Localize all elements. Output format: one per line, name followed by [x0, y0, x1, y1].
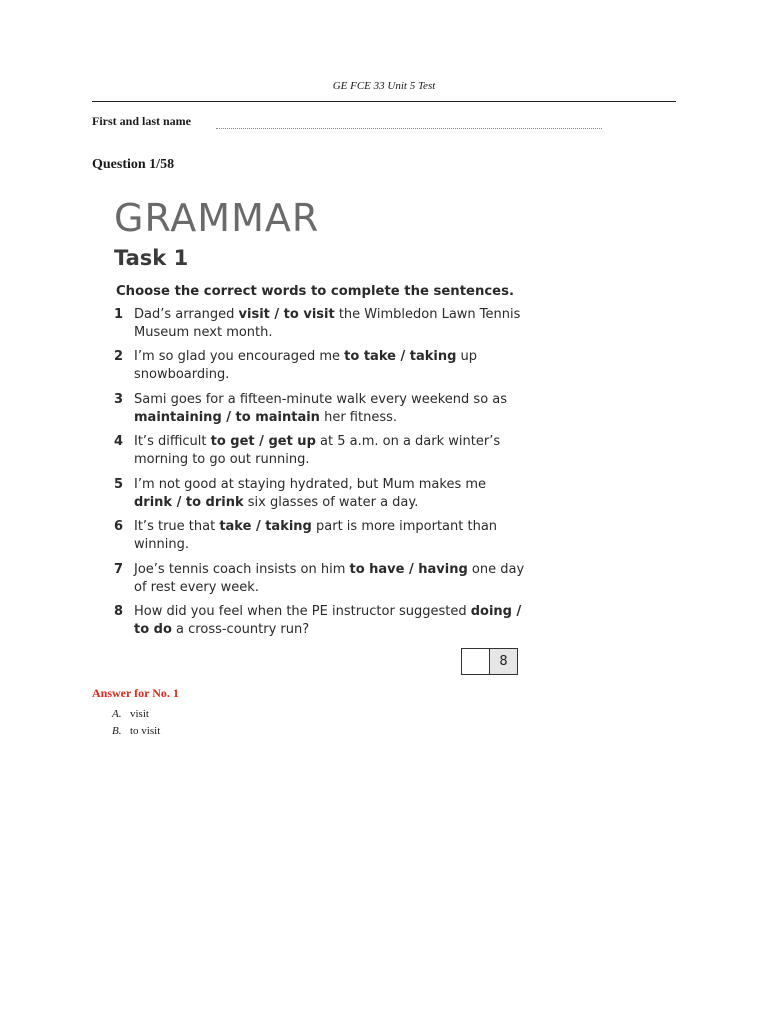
task-instruction: Choose the correct words to complete the sentences. [116, 284, 514, 299]
answer-choices[interactable]: visit / to visit [238, 307, 335, 322]
option-letter: A. [112, 708, 122, 720]
option-letter: B. [112, 725, 122, 737]
option-text: to visit [130, 725, 161, 737]
item-line [134, 494, 534, 512]
answer-choices[interactable]: drink / to drink [134, 494, 244, 510]
score-entry[interactable] [462, 649, 490, 674]
item-line [134, 603, 534, 621]
sentence-text: the Wimbledon Lawn Tennis [334, 307, 521, 322]
item-line [134, 409, 534, 427]
sentence-text: her fitness. [319, 409, 398, 425]
answer-choices[interactable]: maintaining / to maintain [134, 409, 320, 425]
item-text [134, 433, 534, 468]
exercise-item-7 [114, 561, 534, 596]
item-number: 1 [114, 307, 124, 322]
item-line [134, 306, 534, 324]
exercise-item-4 [114, 433, 534, 468]
score-total: 8 [490, 649, 517, 674]
sentence-text: winning. [134, 536, 189, 552]
sentence-text: How did you feel when the PE instructor suggested [134, 604, 471, 619]
item-line [134, 366, 534, 384]
exercise-item-2 [114, 348, 534, 383]
answer-heading: Answer for No. 1 [92, 686, 179, 700]
sentence-text: snowboarding. [134, 366, 230, 382]
item-text [134, 391, 534, 426]
sentence-text: a cross-country run? [171, 621, 310, 637]
item-number: 8 [114, 604, 124, 619]
section-heading: GRAMMAR [114, 196, 320, 240]
document-title: GE FCE 33 Unit 5 Test [332, 80, 436, 92]
name-field-line[interactable] [216, 128, 602, 129]
item-number: 6 [114, 519, 124, 534]
item-number: 5 [114, 477, 124, 492]
sentence-text: I’m so glad you encouraged me [134, 349, 345, 364]
item-text [134, 348, 534, 383]
item-line [134, 324, 534, 342]
item-line [134, 518, 534, 536]
exercise-item-5 [114, 476, 534, 511]
item-number: 3 [114, 392, 124, 407]
header-divider [92, 101, 676, 102]
sentence-text: one day [467, 562, 525, 577]
answer-choices[interactable]: take / taking [219, 519, 312, 534]
sentence-text: Joe’s tennis coach insists on him [134, 562, 350, 577]
sentence-text: Museum next month. [134, 324, 273, 340]
item-line [134, 391, 534, 409]
answer-choices[interactable]: to get / get up [210, 434, 316, 449]
item-line [134, 579, 534, 597]
item-line [134, 348, 534, 366]
sentence-text: six glasses of water a day. [243, 494, 419, 510]
exercise-item-1 [114, 306, 534, 341]
item-number: 7 [114, 562, 124, 577]
question-counter: Question 1/58 [92, 157, 175, 172]
exercise-item-8 [114, 603, 534, 638]
item-line [134, 433, 534, 451]
sentence-text: It’s difficult [134, 434, 211, 449]
sentence-text: of rest every week. [134, 579, 259, 595]
item-text [134, 518, 534, 553]
name-field-label: First and last name [92, 114, 191, 128]
sentence-text: Dad’s arranged [134, 307, 239, 322]
task-heading: Task 1 [114, 246, 189, 270]
answer-choices[interactable]: to have / having [349, 562, 468, 577]
option-text: visit [130, 708, 149, 720]
item-line [134, 476, 534, 494]
sentence-text: morning to go out running. [134, 451, 310, 467]
item-text [134, 476, 534, 511]
item-line [134, 561, 534, 579]
answer-option-a[interactable] [112, 708, 149, 720]
exercise-item-3 [114, 391, 534, 426]
sentence-text: I’m not good at staying hydrated, but Mum makes me [134, 477, 487, 492]
sentence-text: part is more important than [311, 519, 498, 534]
answer-option-b[interactable] [112, 725, 160, 737]
score-box [461, 648, 518, 675]
sentence-text: at 5 a.m. on a dark winter’s [315, 434, 501, 449]
answer-choices[interactable]: to do [134, 621, 172, 637]
sentence-text: Sami goes for a fifteen-minute walk every weekend so as [134, 392, 508, 407]
item-number: 2 [114, 349, 124, 364]
sentence-text: It’s true that [134, 519, 220, 534]
exercise-item-6 [114, 518, 534, 553]
answer-choices[interactable]: doing / [470, 604, 522, 619]
item-text [134, 306, 534, 341]
item-number: 4 [114, 434, 124, 449]
answer-choices[interactable]: to take / taking [344, 349, 457, 364]
item-text [134, 561, 534, 596]
sentence-text: up [456, 349, 478, 364]
item-text [134, 603, 534, 638]
item-line [134, 621, 534, 639]
item-line [134, 536, 534, 554]
item-line [134, 451, 534, 469]
